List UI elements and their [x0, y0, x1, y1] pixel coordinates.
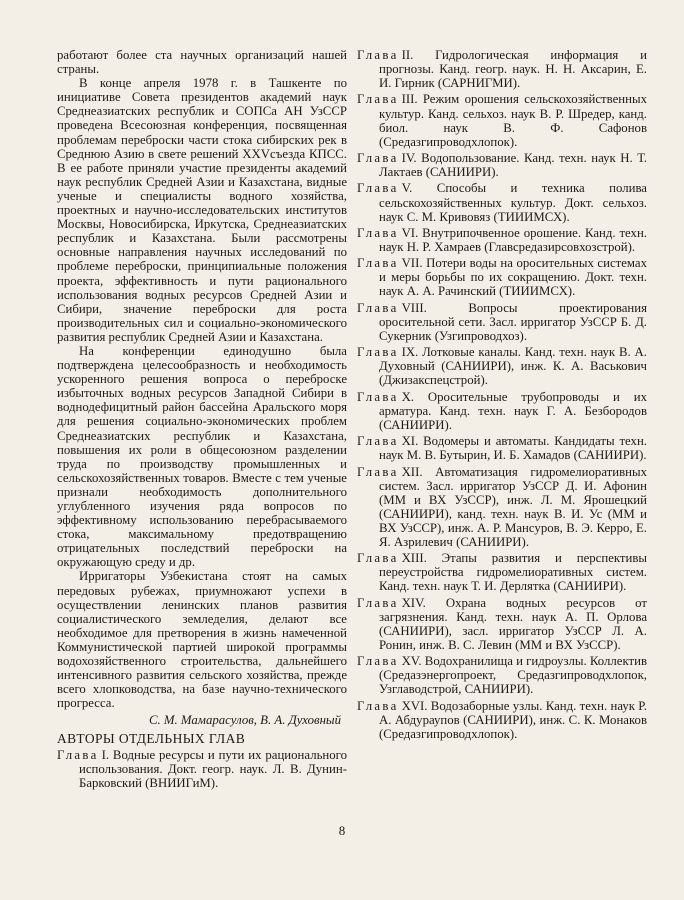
chapter-text: I. Водные ресурсы и пути их рационального использования. Докт. геогр. наук. Л. В. Дунин-Барковский (ВНИИГиМ). [79, 747, 347, 790]
chapter-text: VII. Потери воды на оросительных системах и меры борьбы по их сокращению. Докт. техн. наук А. А. Рачинский (ТИИИМСХ). [379, 256, 647, 299]
chapter-entry [357, 92, 647, 148]
right-column [357, 48, 647, 743]
chapter-label: Глава [357, 300, 399, 315]
chapter-entry [357, 654, 647, 696]
chapter-label: Глава [357, 256, 399, 271]
chapter-entry [357, 48, 647, 90]
chapter-entry [357, 699, 647, 741]
chapter-label: Глава [357, 434, 399, 449]
chapter-entry [357, 465, 647, 550]
chapter-label: Глава [357, 92, 399, 107]
chapter-label: Глава [357, 151, 399, 166]
chapter-entry [357, 301, 647, 343]
chapter-text: III. Режим орошения сельскохозяйственных культур. Канд. сельхоз. наук В. Р. Шредер, канд. биол. наук В. Ф. Сафонов (Средазгипроводхлопок). [379, 92, 647, 149]
chapter-entry [357, 345, 647, 387]
chapter-text: X. Оросительные трубопроводы и их арматура. Канд. техн. наук Г. А. Безбородов (САНИИРИ). [379, 389, 647, 432]
section-heading: АВТОРЫ ОТДЕЛЬНЫХ ГЛАВ [57, 730, 246, 746]
body-paragraph: Ирригаторы Узбекистана стоят на самых передовых рубежах, приумножают успехи в осуществлении ленинских планов развития социалистического земледелия, делают все необходимое для претворения в жизнь намеченной Коммунистической партией широкой программы водохозяйственного строительства, дальнейшего интенсивного развития сельского хозяйства, прежде всего хлопководства, на базе научно-технического прогресса. [57, 569, 347, 711]
chapter-text: XII. Автоматизация гидромелиоративных систем. Засл. ирригатор УзССР Д. И. Афонин (ММ и ВХ УзССР), инж. Л. М. Ярошецкий (САНИИРИ), канд. техн. наук В. И. Ус (ММ и ВХ УзССР), инж. А. Р. Мансуров, В. Э. Керро, Е. Я. Азрилевич (САНИИРИ). [379, 464, 647, 549]
chapter-label: Глава [357, 181, 399, 196]
chapter-text: VIII. Вопросы проектирования оросительной сети. Засл. ирригатор УзССР Б. Д. Сукерник (Узгипроводхоз). [379, 300, 647, 343]
page-number: 8 [338, 823, 346, 838]
chapter-entry [357, 551, 647, 593]
chapter-entry [357, 151, 647, 179]
chapter-label: Глава [357, 225, 399, 240]
chapter-label: Глава [357, 698, 399, 713]
chapter-text: XIII. Этапы развития и перспективы переустройства гидромелиоративных систем. Канд. техн. наук Т. И. Дерлятка (САНИИРИ). [379, 551, 647, 594]
body-paragraph: В конце апреля 1978 г. в Ташкенте по инициативе Совета президентов академий наук Среднеазиатских республик и СОПСа АН УзССР проведена Всесоюзная конференция, посвященная проблемам переброски части стока сибирских рек в Среднюю Азию в свете решений XXVсъезда КПСС. В ее работе приняли участие президенты академий наук республик Средней Азии и Казахстана, видные ученые и специалисты водного хозяйства, проектных и научно-исследовательских институтов Москвы, Новосибирска, Иркутска, Среднеазиатских республик и Казахстана. Были рассмотрены основные направления научных исследований по проблеме переброски, принципиальные положения проекта, эффективность и пути рационального использования водных ресурсов Средней Азии и Сибири, значение переброски для роста производительных сил и социально-экономического развития республик Средней Азии и Казахстана. [57, 76, 347, 344]
chapter-label: Глава [357, 48, 399, 62]
chapter-text: XV. Водохранилища и гидроузлы. Коллектив (Средазэнергопроект, Средазгипроводхлопок, Узглаводстрой, САНИИРИ). [379, 654, 648, 697]
chapter-text: V. Способы и техника полива сельскохозяйственных культур. Докт. сельхоз. наук С. М. Кривовяз (ТИИИМСХ). [379, 181, 647, 224]
left-column [57, 48, 347, 792]
chapter-entry [357, 256, 647, 298]
chapter-entry [57, 748, 347, 790]
chapter-text: VI. Внутрипочвенное орошение. Канд. техн. наук Н. Р. Хамраев (Главсредазирсовхозстрой). [379, 225, 647, 254]
chapter-text: IX. Лотковые каналы. Канд. техн. наук В. А. Духовный (САНИИРИ), инж. К. А. Васькович (Джизакспецстрой). [379, 345, 647, 388]
chapter-entry [357, 434, 647, 462]
chapter-text: XI. Водомеры и автоматы. Кандидаты техн. наук М. В. Бутырин, И. Б. Хамадов (САНИИРИ). [379, 434, 647, 463]
chapter-entry [357, 390, 647, 432]
body-paragraph: На конференции единодушно была подтверждена целесообразность и необходимость ускоренного решения вопроса о переброске избыточных водных ресурсов Западной Сибири в воднодефицитный район бассейна Аральского моря для решения социально-экономических проблем Среднеазиатских республик и Казахстана, повышения их роли в общесоюзном разделении труда по производству промышленных и сельскохозяйственных товаров. Вместе с тем ученые признали необходимость дополнительного углубленного изучения ряда вопросов по эффективному использованию перебрасываемого стока, максимальному предотвращению отрицательных последствий переброски на окружающую среду и др. [57, 343, 347, 570]
chapter-entry [357, 181, 647, 223]
chapter-label: Глава [357, 551, 399, 566]
chapter-text: XIV. Охрана водных ресурсов от загрязнения. Канд. техн. наук А. П. Орлова (САНИИРИ), засл. ирригатор УзССР Л. А. Ронин, инж. В. С. Левин (ММ и ВХ УзССР). [379, 595, 647, 652]
chapter-text: IV. Водопользование. Канд. техн. наук Н. Т. Лактаев (САНИИРИ). [379, 151, 647, 180]
chapter-label: Глава [357, 345, 399, 360]
chapter-entry [357, 226, 647, 254]
chapter-entry [357, 596, 647, 652]
body-paragraph: работают более ста научных организаций нашей страны. [57, 48, 347, 77]
chapter-label: Глава [57, 747, 99, 762]
chapter-label: Глава [357, 654, 399, 669]
chapter-label: Глава [357, 595, 399, 610]
chapter-text: XVI. Водозаборные узлы. Канд. техн. наук Р. А. Абдураупов (САНИИРИ), инж. С. К. Монаков (Средазгипроводхлопок). [379, 698, 647, 741]
chapter-text: II. Гидрологическая информация и прогнозы. Канд. геогр. наук. Н. Н. Аксарин, Е. И. Гирник (САРНИГМИ). [379, 48, 647, 91]
chapter-label: Глава [357, 464, 399, 479]
chapter-label: Глава [357, 389, 399, 404]
authors-signature: С. М. Мамарасулов, В. А. Духовный [148, 713, 341, 728]
